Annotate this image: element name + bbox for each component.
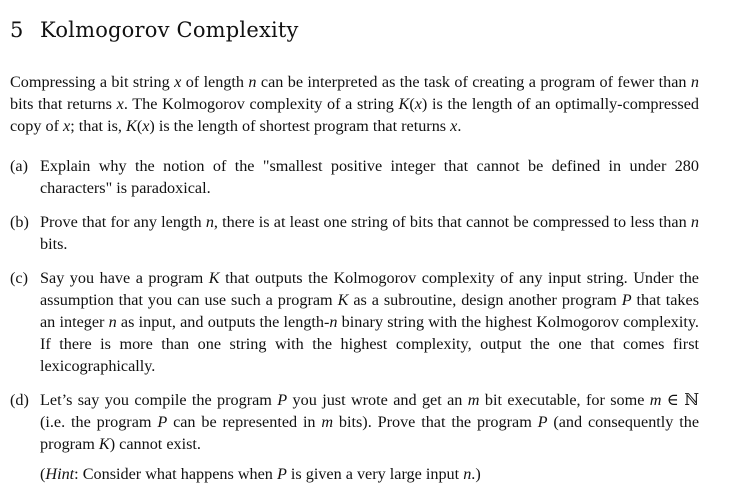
text: , there is at least one string of bits that cannot be compressed to less than — [213, 213, 691, 231]
question-c — [10, 267, 699, 377]
text: ( — [40, 465, 46, 483]
intro-text: . The Kolmogorov complexity of a string — [123, 95, 399, 113]
var-n: n — [329, 313, 338, 331]
var-p: P — [537, 413, 548, 431]
intro-text: ; that is, — [70, 117, 126, 135]
question-b — [10, 211, 699, 255]
var-m: m — [321, 413, 334, 431]
hint-word: Hint — [45, 465, 75, 483]
var-n: n — [205, 213, 214, 231]
var-k: K — [398, 95, 410, 113]
text: as input, and outputs the length- — [116, 313, 330, 331]
question-d — [10, 389, 699, 485]
var-k: K — [208, 269, 220, 287]
var-k: K — [337, 291, 349, 309]
text: you just wrote and get an — [287, 391, 468, 409]
question-list — [10, 155, 699, 485]
section-title: Kolmogorov Complexity — [40, 18, 299, 42]
var-m: m — [467, 391, 480, 409]
text: as a subroutine, design another program — [348, 291, 622, 309]
var-p: P — [277, 391, 288, 409]
var-k: K — [98, 435, 110, 453]
text: bit executable, for some — [479, 391, 650, 409]
hint-text — [40, 463, 699, 485]
intro-text: can be interpreted as the task of creating a program of fewer than — [256, 73, 691, 91]
section-heading — [10, 18, 699, 42]
question-text — [40, 267, 699, 377]
text: ∈ ℕ (i.e. the program — [40, 391, 700, 431]
var-n: n — [248, 73, 257, 91]
intro-text: ) is the length of shortest program that returns — [149, 117, 451, 135]
question-a — [10, 155, 699, 199]
text: binary string with the highest Kolmogorov complexity. If there is more than one string with the highest complexity, output the one that comes first lexicographically. — [40, 313, 699, 375]
var-p: P — [276, 465, 287, 483]
question-d-main — [40, 389, 699, 455]
intro-paragraph — [10, 71, 699, 137]
var-x: x — [116, 95, 124, 113]
question-text: Explain why the notion of the "smallest positive integer that cannot be defined in under 280 characters" is paradoxical. — [40, 157, 699, 197]
var-p: P — [621, 291, 632, 309]
var-n: n — [690, 73, 699, 91]
question-label: (d) — [10, 391, 29, 409]
var-n: n — [108, 313, 117, 331]
text: .) — [471, 465, 481, 483]
question-label: (c) — [10, 269, 28, 287]
var-x: x — [174, 73, 182, 91]
var-k: K — [126, 117, 137, 135]
text: can be represented in — [167, 413, 322, 431]
intro-text: ( — [136, 117, 143, 135]
var-x: x — [142, 117, 150, 135]
intro-text: Compressing a bit string — [10, 73, 175, 91]
var-p: P — [157, 413, 168, 431]
var-n: n — [690, 213, 699, 231]
intro-text: ) is the length of an optimally-compressed copy of — [10, 95, 699, 135]
var-x: x — [414, 95, 422, 113]
intro-text: ( — [409, 95, 415, 113]
intro-text: bits that returns — [10, 95, 117, 113]
var-n: n — [463, 465, 472, 483]
intro-text: . — [457, 117, 462, 135]
text: Let’s say you compile the program — [40, 391, 278, 409]
var-m: m — [649, 391, 662, 409]
var-x: x — [450, 117, 458, 135]
var-x: x — [63, 117, 71, 135]
question-label: (a) — [10, 157, 28, 175]
question-text — [40, 389, 699, 485]
text: that takes an integer — [40, 291, 699, 331]
text: Say you have a program — [40, 269, 209, 287]
text: (and consequently the program — [40, 413, 699, 453]
text: Prove that for any length — [40, 213, 206, 231]
section-number: 5 — [10, 18, 24, 42]
text: is given a very large input — [286, 465, 464, 483]
question-label: (b) — [10, 213, 29, 231]
intro-text: of length — [181, 73, 249, 91]
text: that outputs the Kolmogorov complexity of any input string. Under the assumption that you can use such a program — [40, 269, 699, 309]
text: ) cannot exist. — [109, 435, 201, 453]
question-text — [40, 211, 699, 255]
text: bits. — [40, 235, 68, 253]
text: : Consider what happens when — [74, 465, 277, 483]
text: bits). Prove that the program — [333, 413, 538, 431]
